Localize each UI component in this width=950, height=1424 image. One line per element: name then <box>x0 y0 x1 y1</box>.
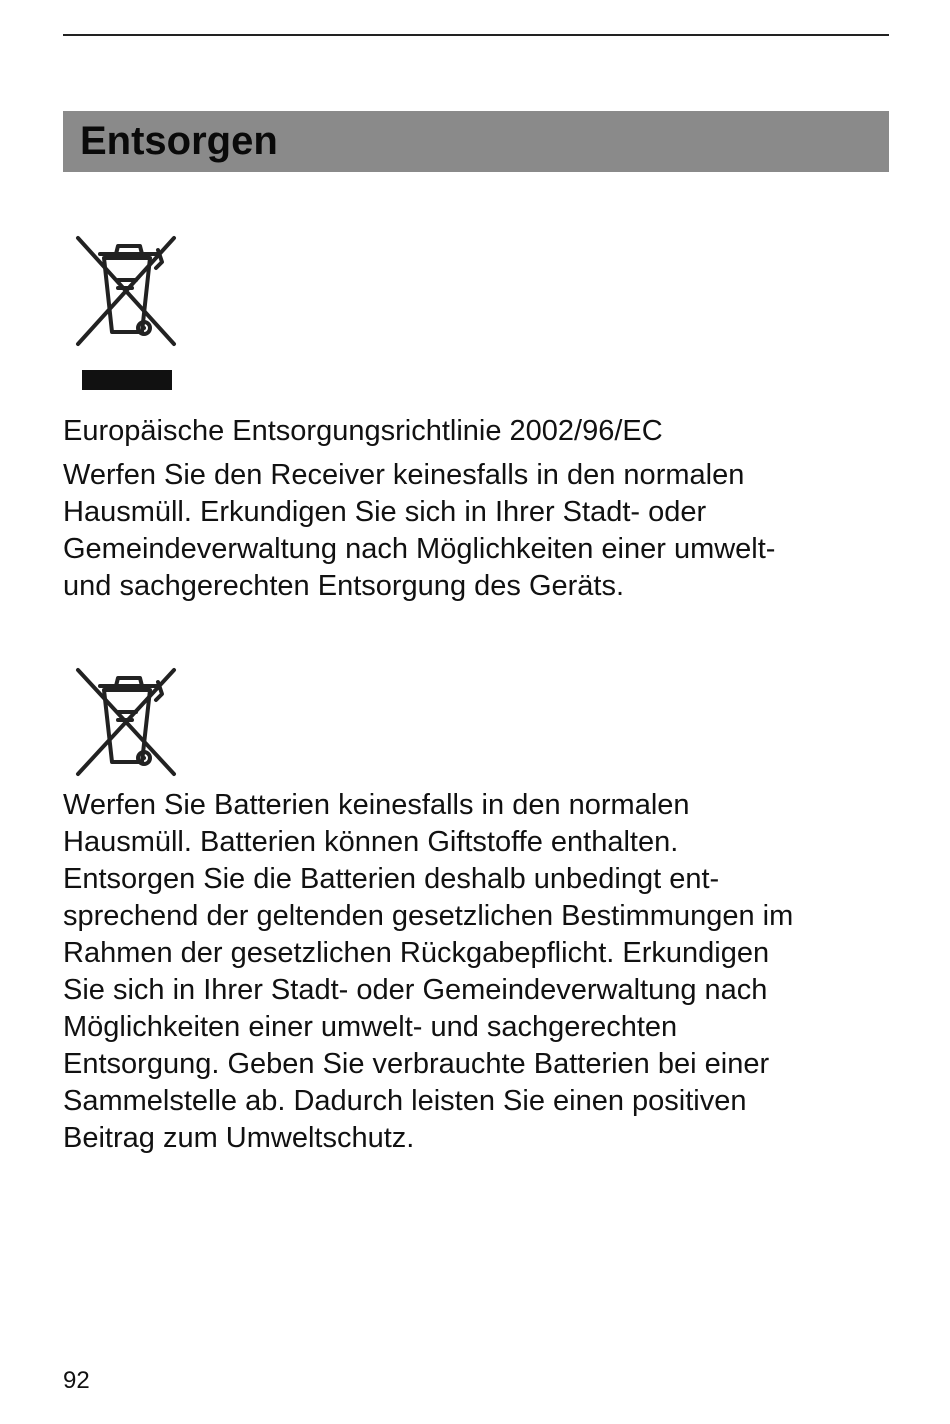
paragraph-line: Hausmüll. Batterien können Giftstoffe enthalten. <box>63 826 679 858</box>
paragraph-line: und sachgerechten Entsorgung des Geräts. <box>63 570 625 602</box>
paragraph-line: Entsorgen Sie die Batterien deshalb unbedingt ent- <box>63 863 720 895</box>
paragraph-line: sprechend der geltenden gesetzlichen Bestimmungen im <box>63 900 794 932</box>
paragraph-line: Gemeindeverwaltung nach Möglichkeiten einer umwelt- <box>63 533 776 565</box>
crossed-out-wheelie-bin-icon-with-bar <box>66 228 188 398</box>
paragraph-line: Hausmüll. Erkundigen Sie sich in Ihrer Stadt- oder <box>63 496 707 528</box>
top-divider <box>63 34 889 36</box>
paragraph-line: Sammelstelle ab. Dadurch leisten Sie einen positiven <box>63 1085 747 1117</box>
paragraph-line: Sie sich in Ihrer Stadt- oder Gemeindeverwaltung nach <box>63 974 768 1006</box>
section-heading-bar <box>63 111 889 172</box>
paragraph-line: Beitrag zum Umweltschutz. <box>63 1122 415 1154</box>
paragraph-line: Möglichkeiten einer umwelt- und sachgerechten <box>63 1011 678 1043</box>
paragraph-line: Rahmen der gesetzlichen Rückgabepflicht. Erkundigen <box>63 937 770 969</box>
battery-disposal-paragraph <box>63 787 893 1157</box>
paragraph-line: Werfen Sie den Receiver keinesfalls in den normalen <box>63 459 745 491</box>
paragraph-line: Entsorgung. Geben Sie verbrauchte Batterien bei einer <box>63 1048 770 1080</box>
crossed-out-wheelie-bin-icon <box>66 662 188 780</box>
directive-title: Europäische Entsorgungsrichtlinie 2002/96/EC <box>63 415 663 447</box>
section-heading: Entsorgen <box>80 119 278 163</box>
paragraph-line: Werfen Sie Batterien keinesfalls in den normalen <box>63 789 690 821</box>
page-number: 92 <box>63 1367 90 1394</box>
receiver-disposal-paragraph <box>63 457 893 605</box>
